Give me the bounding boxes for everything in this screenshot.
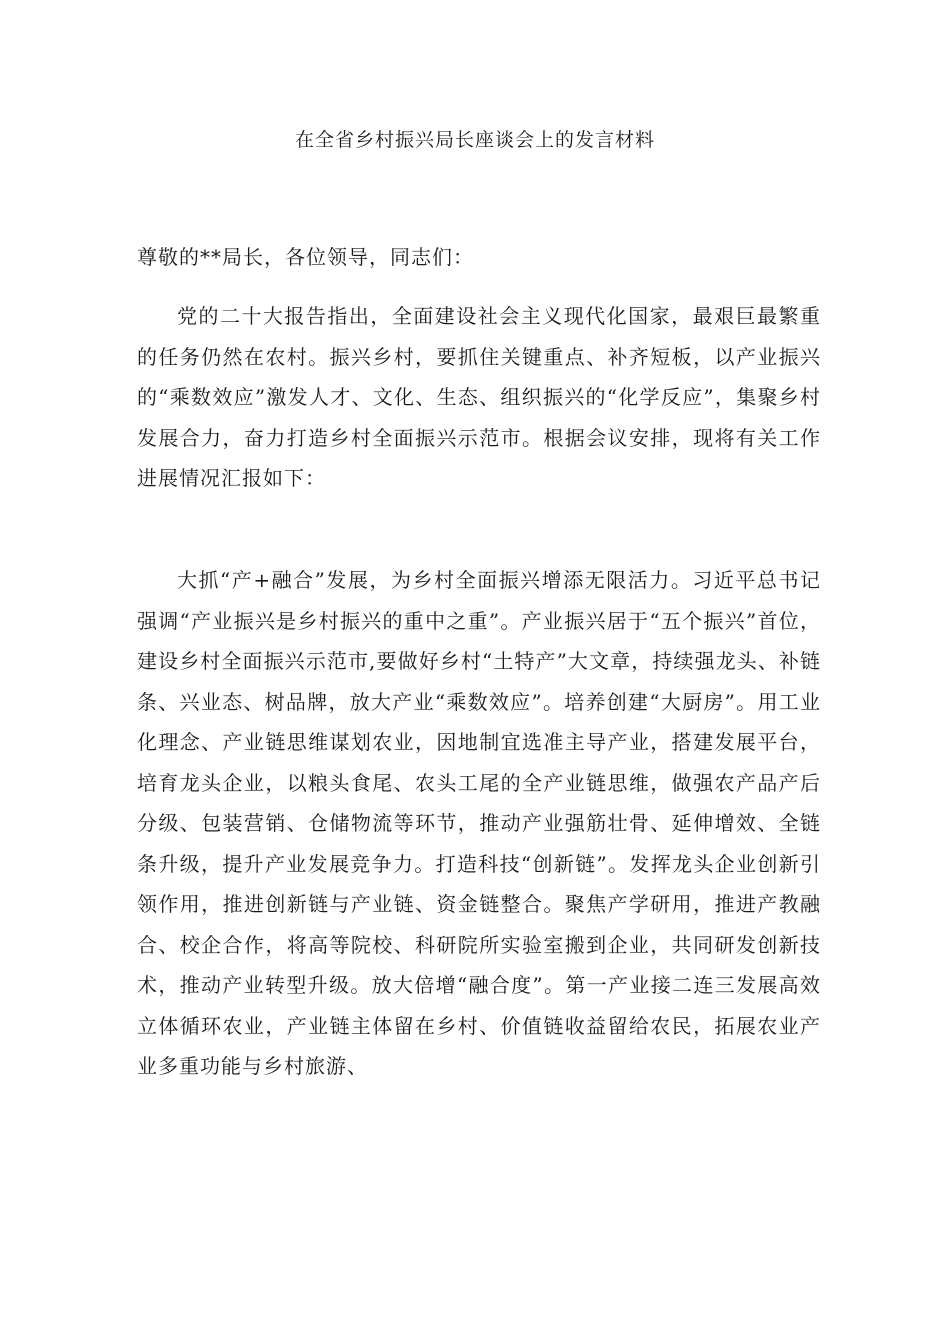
- paragraph-1: 党的二十大报告指出，全面建设社会主义现代化国家，最艰巨最繁重的任务仍然在农村。振兴乡村，要抓住关键重点、补齐短板，以产业振兴的“乘数效应”激发人才、文化、生态、组织振兴的“化学反应”，集聚乡村发展合力，奋力打造乡村全面振兴示范市。根据会议安排，现将有关工作进展情况汇报如下：: [137, 304, 821, 490]
- document-title: 在全省乡村振兴局长座谈会上的发言材料: [294, 129, 655, 151]
- paragraph-2: 大抓“产+融合”发展，为乡村全面振兴增添无限活力。习近平总书记强调“产业振兴是乡村振兴的重中之重”。产业振兴居于“五个振兴”首位，建设乡村全面振兴示范市,要做好乡村“土特产”大文章，持续强龙头、补链条、兴业态、树品牌，放大产业“乘数效应”。培养创建“大厨房”。用工业化理念、产业链思维谋划农业，因地制宜选准主导产业，搭建发展平台，培育龙头企业，以粮头食尾、农头工尾的全产业链思维，做强农产品产后分级、包装营销、仓储物流等环节，推动产业强筋壮骨、延伸增效、全链条升级，提升产业发展竞争力。打造科技“创新链”。发挥龙头企业创新引领作用，推进创新链与产业链、资金链整合。聚焦产学研用，推进产教融合、校企合作，将高等院校、科研院所实验室搬到企业，共同研发创新技术，推动产业转型升级。放大倍增“融合度”。第一产业接二连三发展高效立体循环农业，产业链主体留在乡村、价值链收益留给农民，拓展农业产业多重功能与乡村旅游、: [137, 568, 821, 1078]
- salutation: 尊敬的**局长，各位领导，同志们：: [137, 245, 474, 269]
